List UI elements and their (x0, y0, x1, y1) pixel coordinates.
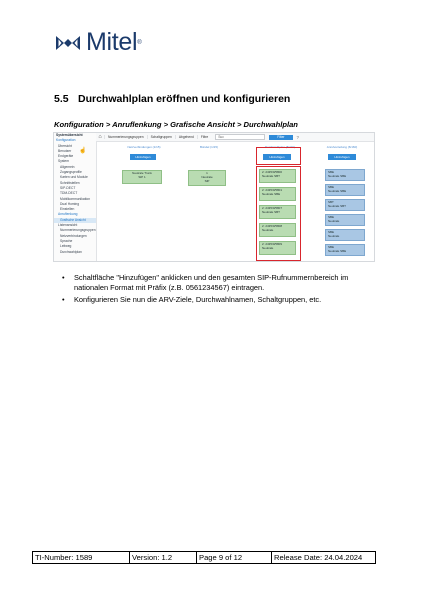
sidebar-item[interactable]: Nummerierungsgruppen (60, 228, 96, 233)
ddi-node-line: Neutrale SBE (262, 191, 281, 196)
column-header-acd: Anrufverteilung (6/160) (326, 145, 358, 149)
acd-node-line: SBE (328, 245, 335, 249)
section-title (54, 93, 290, 105)
sidebar-item[interactable]: Mobilkommunikation (60, 196, 91, 201)
toolbar-tab[interactable]: Filtre (197, 135, 211, 139)
section-heading: Durchwahlplan eröffnen und konfigurieren (78, 93, 291, 105)
trunk-node-line: 1 (206, 171, 208, 175)
screenshot-toolbar (96, 133, 374, 142)
acd-node-line: Neutrale SBE (328, 173, 347, 178)
ddi-node-line: 2: 2435/0/5808 (262, 224, 283, 228)
acd-node-line: SBE (328, 185, 335, 189)
sidebar-item[interactable]: Karten und Module (60, 175, 88, 180)
ddi-node-line: 2: 2435/0/5801 (262, 188, 283, 192)
bullet-icon: • (62, 273, 65, 282)
ddi-node-line: 2: 2435/0/5800 (262, 170, 283, 174)
trunk-node[interactable] (188, 170, 226, 186)
add-acd-button[interactable]: Hinzufügen (328, 154, 356, 160)
acd-node-line: Neutrale (328, 233, 340, 238)
sidebar-item[interactable]: Systemübersicht (56, 133, 83, 137)
mitel-logo (54, 30, 142, 55)
logo-wordmark: Mitel (86, 28, 138, 56)
sidebar-item[interactable]: Grafische Ansicht (54, 218, 96, 223)
acd-node[interactable] (325, 199, 365, 211)
acd-node[interactable] (325, 214, 365, 226)
sidebar-item[interactable]: Netzverbindungen (60, 233, 87, 238)
ddi-node-line: Neutrale (262, 227, 274, 232)
home-icon[interactable]: ⌂ (98, 134, 102, 140)
acd-node-line: SBE (328, 230, 335, 234)
sidebar-item[interactable]: Benutzer (58, 148, 72, 153)
sidebar-item[interactable]: Einstellen (60, 207, 75, 212)
toolbar-tab[interactable]: Abgehend (175, 135, 197, 139)
acd-node-line: SBE (328, 215, 335, 219)
column-header-ddi-plan: Durchwahlplan (5/116) (265, 145, 295, 149)
sidebar-item[interactable]: Übersicht (58, 143, 72, 148)
sidebar-item[interactable]: Schnittstellen (60, 180, 80, 185)
ddi-node[interactable] (259, 205, 296, 219)
network-node[interactable] (122, 170, 162, 184)
acd-node-line: SBT (328, 200, 334, 204)
hand-cursor-icon: ☝ (79, 148, 87, 154)
version: Version: 1.2 (130, 552, 197, 563)
add-ddi-button[interactable]: Hinzufügen (263, 154, 291, 160)
acd-node-line: Neutrale SBE (328, 248, 347, 253)
network-node-line: SIP 1 (138, 174, 146, 179)
sidebar-item[interactable]: System (58, 159, 69, 164)
navigation-path: Konfiguration > Anruflenkung > Grafische Ansicht > Durchwahlplan (54, 120, 298, 129)
ddi-node-line: Neutrale SBT (262, 173, 281, 178)
mitel-logo-icon (54, 34, 82, 52)
trunk-node-line: SIP (204, 178, 210, 183)
ddi-node[interactable] (259, 223, 296, 237)
sidebar-item[interactable]: Leitweg (60, 244, 72, 249)
ddi-node-line: 2: 2435/0/5809 (262, 242, 283, 246)
sidebar-item[interactable]: Listenansicht (58, 223, 78, 228)
page-number: Page 9 of 12 (197, 552, 272, 563)
ddi-node-line: 2: 2435/0/5807 (262, 206, 283, 210)
sidebar-item[interactable]: Anruflenkung (58, 212, 78, 217)
screenshot-sidebar (54, 133, 97, 261)
sidebar-item[interactable]: Sprache (60, 238, 73, 243)
acd-node[interactable] (325, 229, 365, 241)
ddi-node[interactable] (259, 187, 296, 201)
toolbar-tab[interactable]: Nummerierungsgruppen (104, 135, 147, 139)
ti-number: TI-Number: 1589 (33, 552, 130, 563)
acd-node-line: Neutrale SBT (328, 203, 347, 208)
acd-node-line: SBE (328, 170, 335, 174)
column-header-bundle: Bündel (1/15) (199, 145, 218, 149)
sidebar-item[interactable]: Dual Homing (60, 201, 80, 206)
ddi-node-line: Neutrale (262, 245, 274, 250)
graphic-view-screenshot (53, 132, 375, 262)
list-item (62, 295, 382, 305)
release-date: Release Date: 24.04.2024 (274, 553, 363, 562)
network-node-line: Neutrale Trunk (132, 171, 152, 175)
acd-node[interactable] (325, 184, 365, 196)
ddi-node[interactable] (259, 241, 296, 255)
acd-node-line: Neutrale SBE (328, 188, 347, 193)
help-icon[interactable]: ? (296, 134, 300, 140)
ddi-node-line: Neutrale SBT (262, 209, 281, 214)
acd-node[interactable] (325, 169, 365, 181)
column-header-network: Netzverbindungen (1/15) (127, 145, 161, 149)
document-footer (32, 551, 376, 564)
bullet-text: Konfigurieren Sie nun die ARV-Ziele, Durchwahlnamen, Schaltgruppen, etc. (74, 295, 322, 305)
sidebar-item[interactable]: Allgemein (60, 164, 75, 169)
sidebar-item[interactable]: TDM-DECT (60, 191, 78, 196)
add-network-button[interactable]: Hinzufügen (130, 154, 156, 160)
search-input[interactable]: Suc (215, 134, 265, 140)
bullet-text: Schaltfläche "Hinzufügen" anklicken und den gesamten SIP-Rufnummernbereich im nationalen Format mit Präfix (z.B. 0561234567) eintragen. (74, 273, 349, 292)
logo-registered-mark: ® (137, 39, 142, 46)
sidebar-item[interactable]: Endgeräte (58, 154, 74, 159)
toolbar-tab[interactable]: Schaltgruppen (147, 135, 175, 139)
list-item (62, 273, 382, 292)
acd-node-line: Neutrale (328, 218, 340, 223)
instruction-list (62, 273, 382, 308)
trunk-node-line: Neutrale (201, 174, 213, 179)
sidebar-item[interactable]: Zugangsprofile (60, 170, 82, 175)
section-number: 5.5 (54, 93, 69, 105)
sidebar-item[interactable]: Konfiguration (56, 138, 76, 143)
filter-button[interactable]: Filter (269, 135, 292, 140)
sidebar-item[interactable]: SIP-DECT (60, 185, 76, 190)
acd-node[interactable] (325, 244, 365, 256)
bullet-icon: • (62, 295, 65, 305)
ddi-node[interactable] (259, 169, 296, 183)
sidebar-item[interactable]: Durchwahlplan (60, 249, 82, 254)
